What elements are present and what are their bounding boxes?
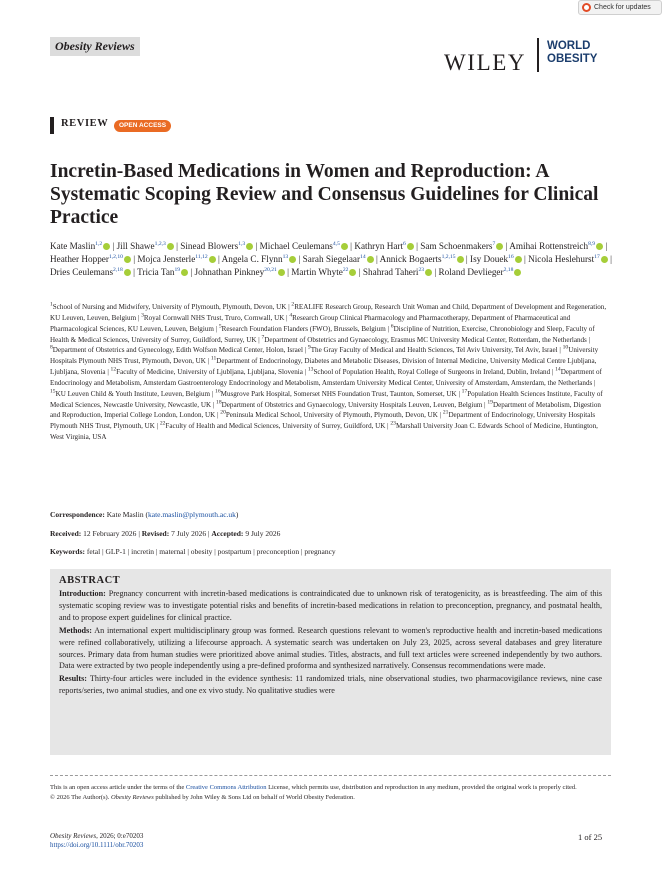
author bbox=[50, 241, 110, 251]
author-affiliation-marker: 11,12 bbox=[195, 254, 208, 261]
orcid-icon[interactable] bbox=[341, 243, 348, 250]
author-affiliation-marker: 20,21 bbox=[264, 267, 277, 274]
author bbox=[470, 254, 522, 264]
correspondence: Correspondence: Kate Maslin (kate.maslin@plymouth.ac.uk) bbox=[50, 510, 239, 519]
world-obesity-line-1: WORLD bbox=[547, 40, 591, 52]
affiliation bbox=[308, 368, 550, 376]
affiliation-number: 7 bbox=[261, 334, 265, 341]
revised-date: 7 July 2026 bbox=[171, 529, 207, 538]
affiliation bbox=[50, 303, 286, 311]
author bbox=[117, 241, 174, 251]
keywords bbox=[50, 547, 610, 556]
author-affiliation-marker: 4,5 bbox=[332, 240, 340, 247]
author-affiliation-marker: 13 bbox=[282, 254, 289, 261]
affiliation-text: Department of Obstetrics and Gynaecology, University Hospitals Leuven, Leuven, Belgium bbox=[221, 400, 483, 409]
article-title: Incretin-Based Medications in Women and Reproduction: A Systematic Scoping Review and Consensus Guidelines for Clinical Practice bbox=[50, 161, 599, 228]
affiliation-text: KU Leuven Child & Youth Institute, Leuven, Belgium bbox=[55, 389, 211, 398]
author-affiliation-marker: 2,18 bbox=[113, 267, 123, 274]
check-for-updates-label: Check for updates bbox=[594, 4, 651, 11]
world-obesity-logo bbox=[547, 40, 597, 66]
author-name: Sam Schoenmakers bbox=[420, 241, 493, 251]
author-name: Tricia Tan bbox=[137, 267, 175, 278]
abstract-box bbox=[50, 569, 611, 755]
author-name: Roland Devlieger bbox=[438, 267, 504, 278]
affiliation-text: Department of Obstetrics and Gynaecology, Erasmus MC University Medical Center, Rotterdam, the Netherlands bbox=[264, 335, 587, 344]
author bbox=[363, 267, 432, 277]
author-affiliation-marker: 16 bbox=[508, 254, 514, 261]
affiliation-number: 3 bbox=[141, 312, 144, 319]
affiliation-text: School of Population Health, Royal College of Surgeons in Ireland, Dublin, Ireland bbox=[313, 368, 551, 377]
author-name: Kathryn Hart bbox=[354, 241, 404, 251]
author-name: Michael Ceulemans bbox=[259, 241, 333, 251]
author-affiliation-marker: 23 bbox=[418, 267, 425, 274]
affiliation-number: 8 bbox=[50, 345, 53, 352]
abstract-introduction bbox=[59, 588, 602, 624]
accepted-date: 9 July 2026 bbox=[245, 529, 281, 538]
cc-license-link[interactable]: Creative Commons Attribution bbox=[185, 784, 267, 791]
author-name: Kate Maslin bbox=[50, 241, 96, 251]
author-name: Martin Whyte bbox=[291, 267, 343, 278]
orcid-icon[interactable] bbox=[124, 269, 131, 276]
page-number: 1 of 25 bbox=[578, 832, 603, 842]
author bbox=[291, 267, 356, 277]
orcid-icon[interactable] bbox=[124, 256, 131, 263]
article-type: REVIEW bbox=[61, 118, 109, 129]
affiliation-text: Department of Endocrinology, University Hospitals Plymouth NHS Trust, Plymouth, UK bbox=[50, 411, 596, 431]
affiliation-number: 1 bbox=[50, 301, 53, 308]
affiliation bbox=[141, 314, 284, 322]
orcid-icon[interactable] bbox=[601, 256, 608, 263]
orcid-icon[interactable] bbox=[407, 243, 414, 250]
copyright-journal: Obesity Reviews bbox=[110, 793, 154, 801]
affiliation-number: 15 bbox=[50, 388, 56, 395]
author-affiliation-marker: 6 bbox=[403, 240, 406, 247]
article-type-bar bbox=[50, 117, 54, 134]
orcid-icon[interactable] bbox=[349, 269, 356, 276]
affiliation-text: Discipline of Nutrition, Exercise, Chronobiology and Sleep, Faculty of Health & Medical Sciences, University of Surrey, Guildford, Surrey, UK bbox=[50, 324, 595, 344]
affiliation-number: 17 bbox=[461, 388, 468, 395]
author bbox=[380, 254, 464, 264]
affiliation bbox=[50, 390, 210, 398]
author bbox=[180, 241, 253, 251]
journal-name: Obesity Reviews bbox=[50, 37, 140, 56]
crossmark-icon bbox=[582, 3, 591, 12]
author bbox=[260, 241, 348, 251]
author bbox=[439, 267, 522, 277]
affiliation-number: 21 bbox=[442, 410, 449, 417]
author bbox=[303, 254, 374, 264]
affiliation-number: 19 bbox=[487, 399, 493, 406]
logo-divider bbox=[537, 38, 539, 72]
orcid-icon[interactable] bbox=[181, 269, 188, 276]
citation-line bbox=[50, 832, 143, 841]
introduction-label: Introduction: bbox=[59, 589, 106, 598]
affiliation-text: Musgrove Park Hospital, Somerset NHS Foundation Trust, Taunton, Somerset, UK bbox=[220, 389, 457, 398]
affiliation-text: Marshall University Joan C. Edwards School of Medicine, Huntington, West Virginia, USA bbox=[50, 422, 598, 442]
open-access-badge: OPEN ACCESS bbox=[114, 120, 171, 132]
orcid-icon[interactable] bbox=[514, 269, 521, 276]
author bbox=[50, 267, 131, 277]
correspondence-name: Kate Maslin bbox=[106, 510, 144, 519]
copyright-pre: © 2026 The Author(s). bbox=[50, 793, 111, 801]
author-name: Sinead Blowers bbox=[180, 241, 239, 251]
author-name: Isy Douek bbox=[470, 254, 509, 265]
world-obesity-line-2: OBESITY bbox=[547, 53, 598, 65]
author-affiliation-marker: 1,3 bbox=[238, 240, 246, 247]
license-notice bbox=[50, 783, 611, 802]
author bbox=[50, 254, 131, 264]
affiliation-text: The Gray Faculty of Medical and Health Sciences, Tel Aviv University, Tel Aviv, Israel bbox=[310, 346, 558, 355]
author bbox=[137, 254, 215, 264]
affiliation-text: Department of Endocrinology, Diabetes and Metabolic Diseases, Division of Internal Medicine, University Medical Centre Ljubljana, Ljubljana, Slovenia bbox=[50, 357, 597, 377]
affiliations: $^1$School of Nursing and Midwifery, University of Plymouth, Plymouth, Devon, UK | $^2$REALIFE Research Group, Research Unit Woman and Child, Department of Development and Regeneration, KU Leuven, Leuven, Belgium | $^3$Royal Cornwall NHS Trust, Truro, Cornwall, UK | $^4$Research Group Clinical Pharmacology and Pharmacotherapy, Department of Pharmaceutical and Pharmacological Sciences, KU Leuven, Leuven, Belgium | $^5$Research Foundation Flanders (FWO), Brussels, Belgium | $^6$Discipline of Nutrition, Exercise, Chronobiology and Sleep, Faculty of Health & Medical Sciences, University of Surrey, Guildford, Surrey, UK | $^7$Department of Obstetrics and Gynaecology, Erasmus MC University Medical Center, Rotterdam, the Netherlands | $^8$Department of Obstetrics and Gynecology, Edith Wolfson Medical Center, Holon, Israel | $^9$The Gray Faculty of Medical and Health Sciences, Tel Aviv University, Tel Aviv, Israel | $^{10}$University Hospitals Plymouth NHS Trust, Plymouth, Devon, UK | $^{11}$Department of Endocrinology, Diabetes and Metabolic Diseases, Division of Internal Medicine, University Medical Centre Ljubljana, Ljubljana, Slovenia | $^{12}$Faculty of Medicine, University of Ljubljana, Ljubljana, Slovenia | $^{13}$School of Population Health, Royal College of Surgeons in Ireland, Dublin, Ireland | $^{14}$Department of Endocrinology and Metabolism, Amsterdam Gastroenterology Endocrinology and Metabolism, Amsterdam University Medical Center, University of Amsterdam, Amsterdam, the Netherlands | $^{15}$KU Leuven Child & Youth Institute, Leuven, Belgium | $^{16}$Musgrove Park Hospital, Somerset NHS Foundation Trust, Taunton, Somerset, UK | $^{17}$Population Health Sciences Institute, Faculty of Medical Sciences, Newcastle University, Newcastle, UK | $^{18}$Department of Obstetrics and Gynaecology, University Hospitals Leuven, Leuven, Belgium | $^{19}$Department of Metabolism, Digestion and Reproduction, Imperial College London, London, UK | $^{20}$Peninsula Medical School, University of Plymouth, Plymouth, Devon, UK | $^{21}$Department of Endocrinology, University Hospitals Plymouth NHS Trust, Plymouth, UK | $^{22}$Faculty of Health and Medical Sciences, University of Surrey, Guildford, UK | $^{23}$Marshall University Joan C. Edwards School of Medicine, Huntington, West Virginia, USA bbox=[50, 301, 607, 442]
affiliation-number: 20 bbox=[220, 410, 226, 417]
results-text: Thirty-four articles were included in the evidence synthesis: 11 randomized trials, nine observational studies, two pharmacovigilance reviews, nine case reports/series, two animal studies, and one ex vivo study. No qualitative studies were bbox=[59, 674, 602, 696]
affiliation-number: 2 bbox=[291, 301, 295, 308]
correspondence-label: Correspondence: bbox=[50, 510, 105, 519]
author-affiliation-marker: 1,2,15 bbox=[441, 254, 456, 261]
author-affiliation-marker: 19 bbox=[174, 267, 181, 274]
affiliation-text: Peninsula Medical School, University of Plymouth, Plymouth, Devon, UK bbox=[225, 411, 438, 420]
author-affiliation-marker: 1,2,3 bbox=[154, 240, 166, 247]
keywords-text: fetal | GLP-1 | incretin | maternal | obesity | postpartum | preconception | pregnancy bbox=[86, 547, 336, 556]
affiliation-number: 18 bbox=[216, 399, 222, 406]
affiliation bbox=[308, 346, 558, 354]
orcid-icon[interactable] bbox=[289, 256, 296, 263]
affiliation-number: 6 bbox=[390, 323, 394, 330]
citation-journal: Obesity Reviews bbox=[50, 832, 97, 840]
affiliation-number: 13 bbox=[307, 366, 314, 373]
author bbox=[137, 267, 188, 277]
affiliation-text: Research Group Clinical Pharmacology and Pharmacotherapy, Department of Pharmaceutical and Pharmacological Sciences, KU Leuven, Leuven, Belgium bbox=[50, 313, 571, 333]
license-pre: This is an open access article under the terms of the bbox=[50, 784, 186, 791]
methods-label: Methods: bbox=[59, 625, 92, 635]
affiliation-number: 5 bbox=[218, 323, 222, 330]
affiliation-number: 10 bbox=[562, 345, 569, 352]
author-list: Kate Maslin$^{1,2}$ | Jill Shawe$^{1,2,3}$ | Sinead Blowers$^{1,3}$ | Michael Ceulemans$^{4,5}$ | Kathryn Hart$^6$ | Sam Schoenmakers$^7$ | Amihai Rottenstreich$^{8,9}$ | Heather Hopper$^{1,2,10}$ | Mojca Jensterle$^{11,12}$ | Angela C. Flynn$^{13}$ | Sarah Siegelaar$^{14}$ | Annick Bogaerts$^{1,2,15}$ | Isy Douek$^{16}$ | Nicola Heslehurst$^{17}$ | Dries Ceulemans$^{2,18}$ | Tricia Tan$^{19}$ | Johnathan Pinkney$^{20,21}$ | Martin Whyte$^{22}$ | Shahrad Taheri$^{23}$ | Roland Devlieger$^{2,18}$ bbox=[50, 240, 612, 278]
revised-label: Revised: bbox=[141, 529, 170, 538]
author-name: Annick Bogaerts bbox=[379, 254, 442, 265]
author-name: Johnathan Pinkney bbox=[194, 267, 265, 278]
author-affiliation-marker: 8,9 bbox=[588, 240, 596, 247]
affiliation bbox=[215, 390, 457, 398]
affiliation-text: Population Health Sciences Institute, Faculty of Medical Sciences, Newcastle University, Newcastle, UK bbox=[50, 389, 603, 409]
affiliation bbox=[262, 336, 587, 344]
author-name: Heather Hopper bbox=[50, 254, 109, 265]
affiliation bbox=[216, 401, 482, 409]
affiliation-number: 12 bbox=[110, 366, 117, 373]
affiliation-text: Faculty of Medicine, University of Ljubljana, Ljubljana, Slovenia bbox=[116, 368, 303, 377]
orcid-icon[interactable] bbox=[457, 256, 464, 263]
citation-rest: , 2026; 0:e70203 bbox=[96, 832, 144, 840]
correspondence-email[interactable]: kate.maslin@plymouth.ac.uk bbox=[147, 510, 236, 519]
received-label: Received: bbox=[50, 529, 82, 538]
affiliation-number: 23 bbox=[390, 420, 396, 427]
author-affiliation-marker: 22 bbox=[342, 267, 349, 274]
author-name: Sarah Siegelaar bbox=[302, 254, 361, 265]
affiliation-text: Department of Obstetrics and Gynecology, Edith Wolfson Medical Center, Holon, Israel bbox=[52, 346, 303, 355]
affiliation-text: REALIFE Research Group, Research Unit Woman and Child, Department of Development and Regeneration, KU Leuven, Leuven, Belgium bbox=[50, 303, 607, 322]
affiliation-number: 4 bbox=[289, 312, 293, 319]
accepted-label: Accepted: bbox=[211, 529, 244, 538]
affiliation-number: 22 bbox=[159, 420, 166, 427]
author bbox=[354, 241, 414, 251]
affiliation-number: 14 bbox=[555, 366, 561, 373]
author bbox=[528, 254, 608, 264]
affiliation bbox=[160, 422, 386, 430]
author-affiliation-marker: 7 bbox=[492, 240, 496, 247]
orcid-icon[interactable] bbox=[278, 269, 285, 276]
abstract-methods bbox=[59, 625, 602, 673]
copyright-line bbox=[50, 793, 611, 803]
affiliation-text: Department of Endocrinology and Metabolism, Amsterdam Gastroenterology Endocrinology and Metabolism, Amsterdam University Medical Center, University of Amsterdam, Amsterdam, the Netherlands bbox=[50, 368, 602, 387]
affiliation-text: University Hospitals Plymouth NHS Trust, Plymouth, Devon, UK bbox=[50, 346, 599, 366]
affiliation-text: Department of Metabolism, Digestion and Reproduction, Imperial College London, London, UK bbox=[50, 400, 601, 420]
author-affiliation-marker: 1,2,10 bbox=[108, 254, 123, 261]
orcid-icon[interactable] bbox=[425, 269, 432, 276]
article-dates: Received: 12 February 2026 | Revised: 7 July 2026 | Accepted: 9 July 2026 bbox=[50, 529, 281, 538]
author-affiliation-marker: 1,2 bbox=[95, 240, 103, 247]
author-affiliation-marker: 2,18 bbox=[503, 267, 514, 274]
author-name: Shahrad Taheri bbox=[362, 267, 419, 278]
footer-citation bbox=[50, 832, 143, 850]
author-name: Jill Shawe bbox=[116, 241, 155, 251]
author-name: Mojca Jensterle bbox=[137, 254, 196, 265]
affiliation bbox=[50, 346, 303, 354]
copyright-post: published by John Wiley & Sons Ltd on behalf of World Obesity Federation. bbox=[153, 793, 355, 801]
received-date: 12 February 2026 bbox=[83, 529, 137, 538]
orcid-icon[interactable] bbox=[167, 243, 174, 250]
orcid-icon[interactable] bbox=[596, 243, 603, 250]
abstract-heading: ABSTRACT bbox=[59, 575, 121, 586]
affiliation-text: Royal Cornwall NHS Trust, Truro, Cornwall, UK bbox=[143, 313, 285, 322]
affiliation bbox=[219, 325, 386, 333]
results-label: Results: bbox=[59, 674, 87, 684]
author-name: Amihai Rottenstreich bbox=[509, 241, 589, 251]
affiliation bbox=[220, 411, 438, 419]
doi-link[interactable]: https://doi.org/10.1111/obr.70203 bbox=[50, 840, 144, 849]
license-divider bbox=[50, 775, 611, 776]
author bbox=[509, 241, 603, 251]
affiliation-number: 11 bbox=[210, 355, 217, 362]
author bbox=[195, 267, 285, 277]
keywords-label: Keywords: bbox=[50, 547, 85, 556]
author-name: Dries Ceulemans bbox=[50, 267, 114, 278]
orcid-icon[interactable] bbox=[367, 256, 374, 263]
author bbox=[420, 241, 503, 251]
wiley-logo: WILEY bbox=[444, 50, 527, 75]
author-name: Nicola Heslehurst bbox=[528, 254, 595, 265]
orcid-icon[interactable] bbox=[209, 256, 216, 263]
author-affiliation-marker: 17 bbox=[594, 254, 600, 261]
orcid-icon[interactable] bbox=[103, 243, 110, 250]
methods-text: An international expert multidisciplinary group was formed. Research questions relevant to women's reproductive health and incretin-based medications were refined collaboratively, utilizing a lifecourse approach. A systematic search was undertaken on July 23, 2025, across several databases and grey literature sources. Primary data from human studies were prioritized above animal studies. Titles, abstracts, and full text articles were screened independently by two authors. Data were extracted by two people independently using a pre-defined proforma and synthesized narratively. Consensus recommendations were made. bbox=[59, 625, 602, 671]
license-post: License, which permits use, distribution and reproduction in any medium, provided the original work is properly cited. bbox=[266, 784, 577, 791]
affiliation-number: 16 bbox=[215, 388, 221, 395]
check-for-updates-badge[interactable] bbox=[578, 0, 662, 15]
introduction-text: Pregnancy concurrent with incretin-based medications is contraindicated due to unknown risk of teratogenicity, as is breastfeeding. The aim of this systematic scoping review was to investigate potential risks and benefits of incretin-based medications in relation to preconception, pregnancy, and postnatal health, and to propose expert guidelines for clinical practice. bbox=[59, 589, 602, 622]
orcid-icon[interactable] bbox=[515, 256, 522, 263]
affiliation bbox=[111, 368, 303, 376]
affiliation-text: Faculty of Health and Medical Sciences, University of Surrey, Guildford, UK bbox=[165, 422, 386, 431]
affiliation-text: Research Foundation Flanders (FWO), Brussels, Belgium bbox=[221, 324, 386, 333]
abstract-results bbox=[59, 673, 602, 697]
orcid-icon[interactable] bbox=[496, 243, 503, 250]
license-text bbox=[50, 783, 611, 793]
author bbox=[222, 254, 297, 264]
author-affiliation-marker: 14 bbox=[360, 254, 366, 261]
author-name: Angela C. Flynn bbox=[221, 254, 283, 265]
orcid-icon[interactable] bbox=[246, 243, 253, 250]
affiliation-text: School of Nursing and Midwifery, University of Plymouth, Plymouth, Devon, UK bbox=[52, 303, 287, 311]
affiliation-number: 9 bbox=[307, 345, 311, 352]
